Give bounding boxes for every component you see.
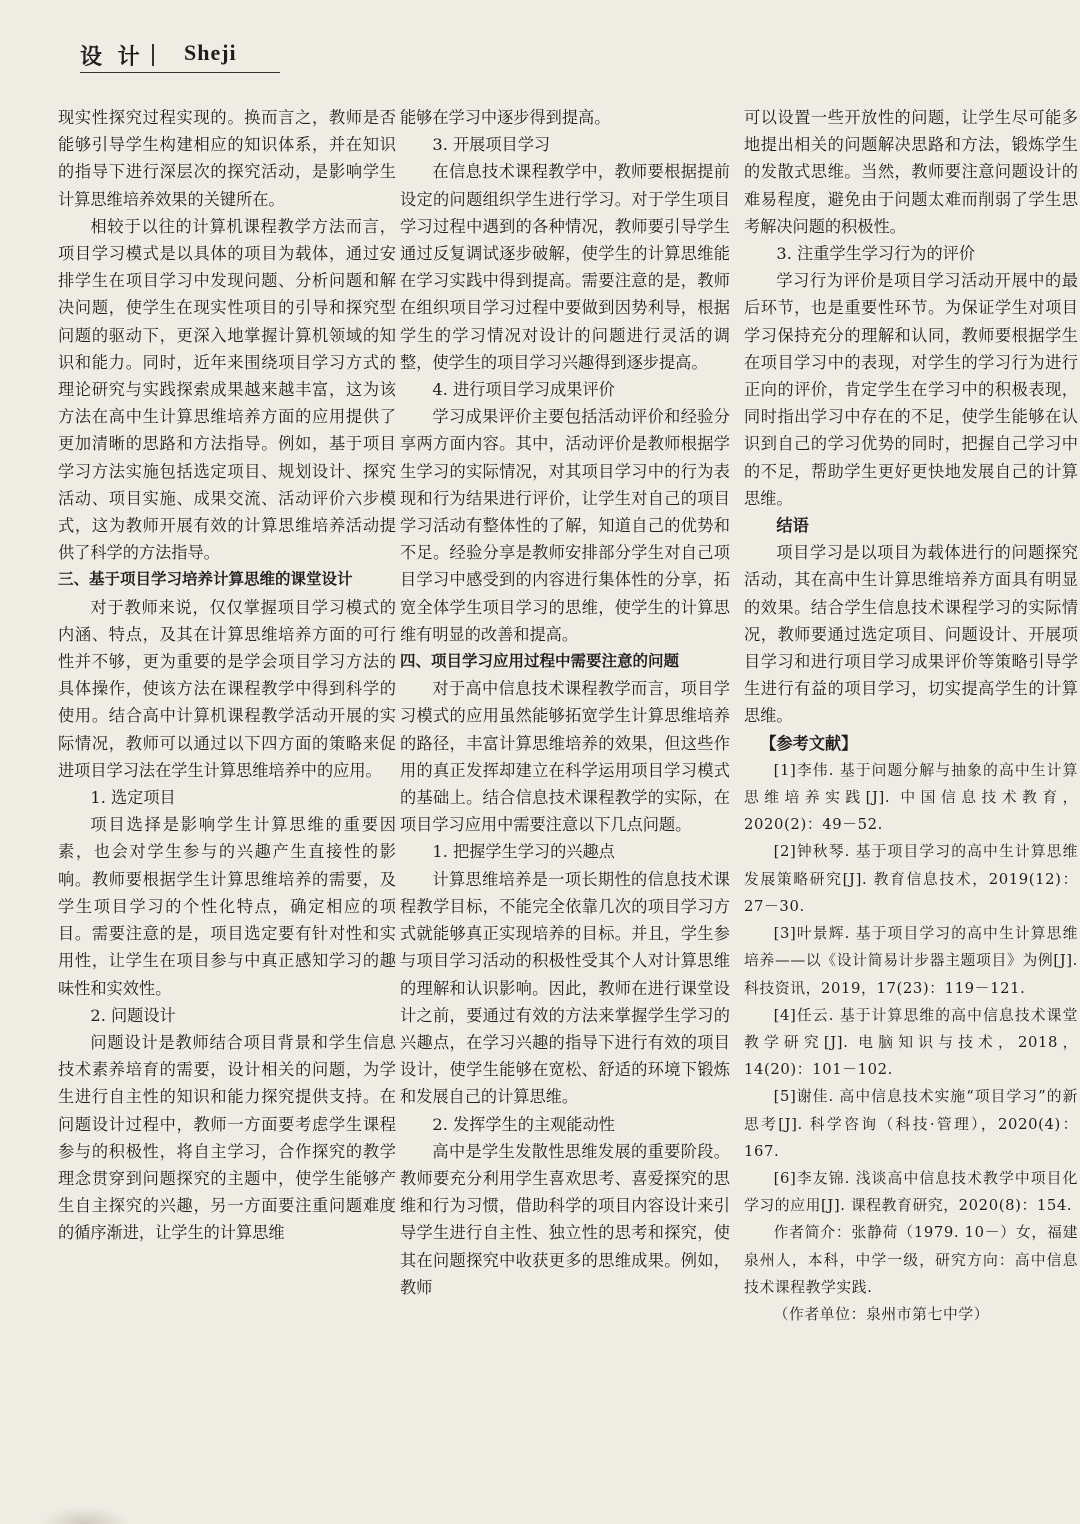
reference-item: [3]叶景辉. 基于项目学习的高中生计算思维培养——以《设计简易计步器主题项目》为例[J]. 科技资讯，2019，17(23)：119－121. <box>744 925 1078 997</box>
paragraph: 对于教师来说，仅仅掌握项目学习模式的内涵、特点，及其在计算思维培养方面的可行性并不够，更为重要的是学会项目学习方法的具体操作，使该方法在课程教学中得到科学的使用。结合高中计算机课程教学活动开展的实际情况，教师可以通过以下四方面的策略来促进项目学习法在学生计算思维培养中的应用。 <box>58 597 396 780</box>
paragraph: 问题设计是教师结合项目背景和学生信息技术素养培育的需要，设计相关的问题，为学生进行自主性的知识和能力探究提供支持。在问题设计过程中，教师一方面要考虑学生课程参与的积极性，将自主学习，合作探究的教学理念贯穿到问题探究的主题中，使学生能够产生自主探究的兴趣，另一方面要注重问题难度的循序渐进，让学生的计算思维 <box>58 1032 396 1243</box>
page-corner-shadow <box>40 1506 130 1524</box>
paragraph: 相较于以往的计算机课程教学方法而言，项目学习模式是以具体的项目为载体，通过安排学生在项目学习中发现问题、分析问题和解决问题，使学生在现实性项目的引导和探究型问题的驱动下，更深入地掌握计算机领域的知识和能力。同时，近年来围绕项目学习方式的理论研究与实践探索成果越来越丰富，这为该方法在高中生计算思维培养方面的应用提供了更加清晰的思路和方法指导。例如，基于项目学习方法实施包括选定项目、规划设计、探究活动、项目实施、成果交流、活动评价六步模式，这为教师开展有效的计算思维培养活动提供了科学的方法指导。 <box>58 216 396 563</box>
paragraph: 在信息技术课程教学中，教师要根据提前设定的问题组织学生进行学习。对于学生项目学习过程中遇到的各种情况，教师要引导学生通过反复调试逐步破解，使学生的计算思维能在学习实践中得到提高。需要注意的是，教师在组织项目学习过程中要做到因势利导，根据学生的学习情况对设计的问题进行灵活的调整，使学生的项目学习兴趣得到逐步提高。 <box>400 162 730 372</box>
paragraph: 项目学习是以项目为载体进行的问题探究活动，其在高中生计算思维培养方面具有明显的效果。结合学生信息技术课程学习的实际情况，教师要通过选定项目、问题设计、开展项目学习和进行项目学习成果评价等策略引导学生进行有益的项目学习，切实提高学生的计算思维。 <box>744 543 1078 726</box>
conclusion-heading: 结语 <box>776 516 809 536</box>
subsection-heading: 3. 注重学生学习行为的评价 <box>776 244 976 264</box>
reference-item: [5]谢佳. 高中信息技术实施“项目学习”的新思考[J]. 科学咨询（科技·管理），2020(4)：167. <box>744 1088 1078 1160</box>
running-header <box>80 38 280 73</box>
paragraph: 对于高中信息技术课程教学而言，项目学习模式的应用虽然能够拓宽学生计算思维培养的路径，丰富计算思维培养的效果，但这些作用的真正发挥却建立在科学运用项目学习模式的基础上。结合信息技术课程教学的实际，在项目学习应用中需要注意以下几点问题。 <box>400 679 730 835</box>
section-title-en: Sheji <box>184 40 237 65</box>
reference-item: [1]李伟. 基于问题分解与抽象的高中生计算思维培养实践[J]. 中国信息技术教育，2020(2)：49－52. <box>744 761 1078 834</box>
paragraph: 计算思维培养是一项长期性的信息技术课程教学目标，不能完全依靠几次的项目学习方式就能够真正实现培养的目标。并且，学生参与项目学习活动的积极性受其个人对计算思维的理解和认识影响。因此，教师在进行课堂设计之前，要通过有效的方法来掌握学生学习的兴趣点，在学习兴趣的指导下进行有效的项目设计，使学生能够在宽松、舒适的环境下锻炼和发展自己的计算思维。 <box>400 869 730 1107</box>
text-column-2 <box>400 104 730 1496</box>
subsection-heading: 2. 发挥学生的主观能动性 <box>432 1114 615 1134</box>
subsection-heading: 4. 进行项目学习成果评价 <box>432 380 615 400</box>
reference-item: [2]钟秋琴. 基于项目学习的高中生计算思维发展策略研究[J]. 教育信息技术，2019(12)：27－30. <box>744 843 1078 915</box>
subsection-heading: 1. 把握学生学习的兴趣点 <box>432 842 615 862</box>
reference-item: [4]任云. 基于计算思维的高中信息技术课堂教学研究[J]. 电脑知识与技术，2018，14(20)：101－102. <box>744 1006 1078 1079</box>
subsection-heading: 2. 问题设计 <box>90 1005 176 1025</box>
paragraph: 高中是学生发散性思维发展的重要阶段。教师要充分利用学生喜欢思考、喜爱探究的思维和行为习惯，借助科学的项目内容设计来引导学生进行自主性、独立性的思考和探究，使其在问题探究中收获更多的思维成果。例如，教师 <box>400 1141 730 1297</box>
section-title-cn: 设 计 <box>80 45 144 70</box>
paragraph: 能够在学习中逐步得到提高。 <box>400 108 611 127</box>
paragraph: 学习成果评价主要包括活动评价和经验分享两方面内容。其中，活动评价是教师根据学生学习的实际情况，对其项目学习中的行为表现和行为结果进行评价，让学生对自己的项目学习活动有整体性的了解，知道自己的优势和不足。经验分享是教师安排部分学生对自己项目学习中感受到的内容进行集体性的分享，拓宽全体学生项目学习的思维，使学生的计算思维有明显的改善和提高。 <box>400 407 730 644</box>
text-column-3 <box>744 104 1078 1496</box>
paragraph: 项目选择是影响学生计算思维的重要因素，也会对学生参与的兴趣产生直接性的影响。教师要根据学生计算思维培养的需要，及学生项目学习的个性化特点，确定相应的项目。需要注意的是，项目选定要有针对性和实用性，让学生在项目参与中真正感知学习的趣味性和实效性。 <box>58 815 396 998</box>
text-column-1 <box>58 104 396 1496</box>
author-affiliation: （作者单位：泉州市第七中学） <box>773 1305 990 1323</box>
section-heading: 四、项目学习应用过程中需要注意的问题 <box>400 652 680 671</box>
section-heading: 三、基于项目学习培养计算思维的课堂设计 <box>58 570 353 589</box>
subsection-heading: 1. 选定项目 <box>90 788 176 808</box>
author-bio: 作者简介：张静荷（1979. 10－）女，福建泉州人，本科，中学一级，研究方向：高中信息技术课程教学实践. <box>744 1224 1078 1296</box>
header-divider <box>152 44 154 66</box>
reference-item: [6]李友锦. 浅谈高中信息技术教学中项目化学习的应用[J]. 课程教育研究，2020(8)：154. <box>744 1169 1078 1215</box>
paragraph: 现实性探究过程实现的。换而言之，教师是否能够引导学生构建相应的知识体系，并在知识的指导下进行深层次的探究活动，是影响学生计算思维培养效果的关键所在。 <box>58 108 396 209</box>
paragraph: 学习行为评价是项目学习活动开展中的最后环节，也是重要性环节。为保证学生对项目学习保持充分的理解和认同，教师要根据学生在项目学习中的表现，对学生的学习行为进行正向的评价，肯定学生在学习中的积极表现，同时指出学习中存在的不足，使学生能够在认识到自己的学习优势的同时，把握自己学习中的不足，帮助学生更好更快地发展自己的计算思维。 <box>744 271 1078 508</box>
references-heading: 【参考文献】 <box>760 733 858 753</box>
paragraph: 可以设置一些开放性的问题，让学生尽可能多地提出相关的问题解决思路和方法，锻炼学生的发散式思维。当然，教师要注意问题设计的难易程度，避免由于问题太难而削弱了学生思考解决问题的积极性。 <box>744 108 1078 236</box>
subsection-heading: 3. 开展项目学习 <box>432 135 551 155</box>
